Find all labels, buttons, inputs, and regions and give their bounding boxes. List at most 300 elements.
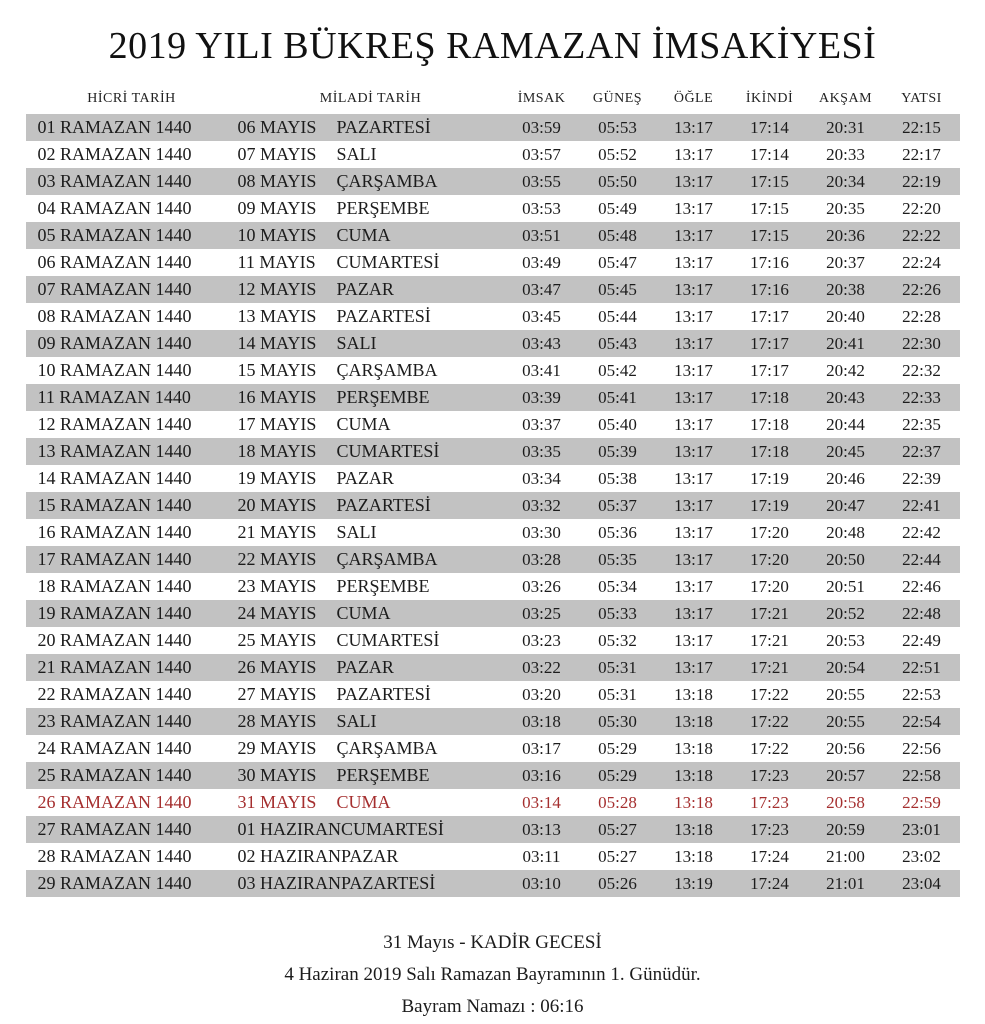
ogle-time: 13:18 — [674, 819, 713, 839]
hicri-date-cell: 26 RAMAZAN 1440 — [37, 792, 192, 812]
imsak-time: 03:20 — [522, 684, 561, 704]
miladi-date-cell — [238, 576, 504, 597]
gregorian-date: 24 MAYIS — [237, 603, 317, 623]
miladi-date-cell — [238, 819, 504, 840]
column-header-ikindi: İKİNDİ — [745, 91, 794, 106]
ikindi-time: 17:23 — [750, 819, 789, 839]
aksam-time: 20:47 — [826, 495, 865, 515]
ogle-time: 13:18 — [674, 792, 713, 812]
gregorian-date: 28 MAYIS — [237, 711, 317, 731]
imsak-time: 03:14 — [522, 792, 561, 812]
ikindi-time: 17:24 — [750, 846, 789, 866]
yatsi-time: 22:58 — [902, 765, 941, 785]
table-row — [26, 816, 960, 843]
miladi-date-cell — [238, 522, 504, 543]
ogle-time: 13:17 — [674, 225, 713, 245]
ikindi-time: 17:21 — [750, 630, 789, 650]
gregorian-date: 12 MAYIS — [237, 279, 317, 299]
aksam-time: 20:44 — [826, 414, 865, 434]
miladi-date-cell — [238, 711, 504, 732]
yatsi-time: 22:49 — [902, 630, 941, 650]
ogle-time: 13:18 — [674, 711, 713, 731]
yatsi-time: 22:53 — [902, 684, 941, 704]
miladi-date-cell — [238, 738, 504, 759]
ogle-time: 13:17 — [674, 549, 713, 569]
ogle-time: 13:17 — [674, 333, 713, 353]
yatsi-time: 22:30 — [902, 333, 941, 353]
gunes-time: 05:33 — [598, 603, 637, 623]
ikindi-time: 17:22 — [750, 684, 789, 704]
imsak-time: 03:28 — [522, 549, 561, 569]
yatsi-time: 22:41 — [902, 495, 941, 515]
hicri-date-cell: 02 RAMAZAN 1440 — [37, 144, 192, 164]
table-row — [26, 141, 960, 168]
gregorian-date: 25 MAYIS — [237, 630, 317, 650]
gregorian-date: 14 MAYIS — [237, 333, 317, 353]
gunes-time: 05:27 — [598, 819, 637, 839]
hicri-date-cell: 22 RAMAZAN 1440 — [37, 684, 192, 704]
yatsi-time: 22:56 — [902, 738, 941, 758]
ogle-time: 13:17 — [674, 360, 713, 380]
table-row — [26, 438, 960, 465]
aksam-time: 20:50 — [826, 549, 865, 569]
miladi-date-cell — [238, 117, 504, 138]
ikindi-time: 17:18 — [750, 414, 789, 434]
table-body — [26, 114, 960, 897]
miladi-date-cell — [238, 684, 504, 705]
ikindi-time: 17:15 — [750, 171, 789, 191]
weekday-name: PERŞEMBE — [336, 576, 430, 596]
aksam-time: 20:46 — [826, 468, 865, 488]
gregorian-date: 31 MAYIS — [237, 792, 317, 812]
imsak-time: 03:55 — [522, 171, 561, 191]
aksam-time: 20:52 — [826, 603, 865, 623]
table-row — [26, 735, 960, 762]
weekday-name: SALI — [336, 711, 377, 731]
weekday-name: PAZAR — [341, 846, 399, 866]
yatsi-time: 22:39 — [902, 468, 941, 488]
gunes-time: 05:47 — [598, 252, 637, 272]
miladi-date-cell — [238, 873, 504, 894]
gunes-time: 05:41 — [598, 387, 637, 407]
weekday-name: SALI — [336, 333, 377, 353]
gregorian-date: 26 MAYIS — [237, 657, 317, 677]
imsak-time: 03:10 — [522, 873, 561, 893]
ikindi-time: 17:20 — [750, 522, 789, 542]
gregorian-date: 19 MAYIS — [237, 468, 317, 488]
hicri-date-cell: 13 RAMAZAN 1440 — [37, 441, 192, 461]
gunes-time: 05:40 — [598, 414, 637, 434]
imsak-time: 03:41 — [522, 360, 561, 380]
aksam-time: 20:45 — [826, 441, 865, 461]
ikindi-time: 17:19 — [750, 468, 789, 488]
weekday-name: ÇARŞAMBA — [336, 549, 438, 569]
ikindi-time: 17:17 — [750, 360, 789, 380]
hicri-date-cell: 27 RAMAZAN 1440 — [37, 819, 192, 839]
ikindi-time: 17:17 — [750, 306, 789, 326]
aksam-time: 20:59 — [826, 819, 865, 839]
table-row — [26, 600, 960, 627]
ogle-time: 13:17 — [674, 117, 713, 137]
column-header-gunes: GÜNEŞ — [592, 91, 643, 106]
weekday-name: PAZAR — [336, 657, 394, 677]
aksam-time: 20:55 — [826, 684, 865, 704]
aksam-time: 20:31 — [826, 117, 865, 137]
weekday-name: PAZARTESİ — [336, 495, 431, 515]
gregorian-date: 09 MAYIS — [237, 198, 317, 218]
aksam-time: 20:56 — [826, 738, 865, 758]
imsak-time: 03:22 — [522, 657, 561, 677]
gunes-time: 05:49 — [598, 198, 637, 218]
column-header-yatsi: YATSI — [901, 91, 942, 106]
gunes-time: 05:42 — [598, 360, 637, 380]
yatsi-time: 22:54 — [902, 711, 941, 731]
imsak-time: 03:35 — [522, 441, 561, 461]
ogle-time: 13:17 — [674, 441, 713, 461]
miladi-date-cell — [238, 279, 504, 300]
yatsi-time: 23:04 — [902, 873, 941, 893]
gunes-time: 05:27 — [598, 846, 637, 866]
weekday-name: PERŞEMBE — [336, 387, 430, 407]
page-title: 2019 YILI BÜKREŞ RAMAZAN İMSAKİYESİ — [108, 25, 877, 67]
gunes-time: 05:35 — [598, 549, 637, 569]
table-row — [26, 492, 960, 519]
hicri-date-cell: 11 RAMAZAN 1440 — [37, 387, 191, 407]
yatsi-time: 22:37 — [902, 441, 941, 461]
imsak-time: 03:53 — [522, 198, 561, 218]
yatsi-time: 22:33 — [902, 387, 941, 407]
ogle-time: 13:17 — [674, 144, 713, 164]
imsak-time: 03:30 — [522, 522, 561, 542]
table-row — [26, 303, 960, 330]
hicri-date-cell: 08 RAMAZAN 1440 — [37, 306, 192, 326]
weekday-name: CUMARTESİ — [336, 252, 440, 272]
gregorian-date: 29 MAYIS — [237, 738, 317, 758]
gregorian-date: 08 MAYIS — [237, 171, 317, 191]
yatsi-time: 22:17 — [902, 144, 941, 164]
hicri-date-cell: 01 RAMAZAN 1440 — [37, 117, 192, 137]
gregorian-date: 18 MAYIS — [237, 441, 317, 461]
weekday-name: PERŞEMBE — [336, 765, 430, 785]
gunes-time: 05:31 — [598, 657, 637, 677]
aksam-time: 21:00 — [826, 846, 865, 866]
column-header-miladi-tarih: MİLADİ TARİH — [319, 91, 422, 106]
aksam-time: 21:01 — [826, 873, 865, 893]
ogle-time: 13:17 — [674, 306, 713, 326]
imsak-time: 03:59 — [522, 117, 561, 137]
imsak-time: 03:32 — [522, 495, 561, 515]
gregorian-date: 10 MAYIS — [237, 225, 317, 245]
yatsi-time: 22:24 — [902, 252, 941, 272]
ikindi-time: 17:20 — [750, 549, 789, 569]
hicri-date-cell: 28 RAMAZAN 1440 — [37, 846, 192, 866]
weekday-name: CUMARTESİ — [341, 819, 444, 839]
aksam-time: 20:35 — [826, 198, 865, 218]
gregorian-date: 22 MAYIS — [237, 549, 317, 569]
gunes-time: 05:45 — [598, 279, 637, 299]
imsak-time: 03:37 — [522, 414, 561, 434]
yatsi-time: 22:26 — [902, 279, 941, 299]
table-row — [26, 573, 960, 600]
yatsi-time: 22:20 — [902, 198, 941, 218]
weekday-name: CUMA — [336, 792, 391, 812]
yatsi-time: 22:44 — [902, 549, 941, 569]
gunes-time: 05:39 — [598, 441, 637, 461]
gunes-time: 05:32 — [598, 630, 637, 650]
miladi-date-cell — [238, 333, 504, 354]
aksam-time: 20:48 — [826, 522, 865, 542]
gregorian-date: 16 MAYIS — [237, 387, 317, 407]
kadir-gecesi-note: 31 Mayıs - KADİR GECESİ — [383, 932, 602, 953]
hicri-date-cell: 03 RAMAZAN 1440 — [37, 171, 192, 191]
weekday-name: CUMARTESİ — [336, 441, 440, 461]
ikindi-time: 17:15 — [750, 198, 789, 218]
weekday-name: ÇARŞAMBA — [336, 360, 438, 380]
ogle-time: 13:18 — [674, 765, 713, 785]
gregorian-date: 17 MAYIS — [237, 414, 317, 434]
gunes-time: 05:38 — [598, 468, 637, 488]
ikindi-time: 17:15 — [750, 225, 789, 245]
weekday-name: CUMA — [336, 414, 391, 434]
weekday-name: PAZAR — [336, 279, 394, 299]
hicri-date-cell: 10 RAMAZAN 1440 — [37, 360, 192, 380]
hicri-date-cell: 14 RAMAZAN 1440 — [37, 468, 192, 488]
gregorian-date: 13 MAYIS — [237, 306, 317, 326]
ogle-time: 13:17 — [674, 630, 713, 650]
gregorian-date: 01 HAZIRAN — [237, 819, 341, 839]
gunes-time: 05:37 — [598, 495, 637, 515]
imsak-time: 03:26 — [522, 576, 561, 596]
table-row — [26, 411, 960, 438]
ikindi-time: 17:20 — [750, 576, 789, 596]
ogle-time: 13:19 — [674, 873, 713, 893]
yatsi-time: 22:32 — [902, 360, 941, 380]
aksam-time: 20:34 — [826, 171, 865, 191]
gunes-time: 05:43 — [598, 333, 637, 353]
bayram-namazi-time: Bayram Namazı : 06:16 — [401, 996, 584, 1017]
miladi-date-cell — [238, 360, 504, 381]
table-row — [26, 222, 960, 249]
ogle-time: 13:18 — [674, 684, 713, 704]
ikindi-time: 17:24 — [750, 873, 789, 893]
aksam-time: 20:53 — [826, 630, 865, 650]
ikindi-time: 17:18 — [750, 387, 789, 407]
table-row — [26, 357, 960, 384]
ikindi-time: 17:23 — [750, 765, 789, 785]
table-row — [26, 330, 960, 357]
hicri-date-cell: 20 RAMAZAN 1440 — [37, 630, 192, 650]
weekday-name: CUMA — [336, 225, 391, 245]
gunes-time: 05:48 — [598, 225, 637, 245]
ogle-time: 13:17 — [674, 603, 713, 623]
miladi-date-cell — [238, 225, 504, 246]
gregorian-date: 30 MAYIS — [237, 765, 317, 785]
yatsi-time: 22:22 — [902, 225, 941, 245]
ogle-time: 13:17 — [674, 387, 713, 407]
weekday-name: SALI — [336, 522, 377, 542]
miladi-date-cell — [238, 306, 504, 327]
aksam-time: 20:37 — [826, 252, 865, 272]
miladi-date-cell — [238, 441, 504, 462]
ogle-time: 13:17 — [674, 468, 713, 488]
yatsi-time: 22:48 — [902, 603, 941, 623]
prayer-times-table — [26, 86, 960, 897]
weekday-name: PAZAR — [336, 468, 394, 488]
gunes-time: 05:34 — [598, 576, 637, 596]
aksam-time: 20:36 — [826, 225, 865, 245]
ogle-time: 13:17 — [674, 495, 713, 515]
table-row — [26, 276, 960, 303]
ikindi-time: 17:17 — [750, 333, 789, 353]
gregorian-date: 02 HAZIRAN — [237, 846, 341, 866]
miladi-date-cell — [238, 468, 504, 489]
ikindi-time: 17:14 — [750, 117, 789, 137]
gregorian-date: 11 MAYIS — [237, 252, 316, 272]
aksam-time: 20:40 — [826, 306, 865, 326]
miladi-date-cell — [238, 603, 504, 624]
weekday-name: PAZARTESİ — [341, 873, 436, 893]
column-header-imsak: İMSAK — [517, 91, 566, 106]
table-row — [26, 249, 960, 276]
gunes-time: 05:50 — [598, 171, 637, 191]
table-row — [26, 681, 960, 708]
hicri-date-cell: 21 RAMAZAN 1440 — [37, 657, 192, 677]
gunes-time: 05:28 — [598, 792, 637, 812]
imsak-time: 03:17 — [522, 738, 561, 758]
yatsi-time: 22:46 — [902, 576, 941, 596]
imsak-time: 03:43 — [522, 333, 561, 353]
aksam-time: 20:51 — [826, 576, 865, 596]
weekday-name: CUMARTESİ — [336, 630, 440, 650]
ikindi-time: 17:14 — [750, 144, 789, 164]
ikindi-time: 17:16 — [750, 279, 789, 299]
gregorian-date: 23 MAYIS — [237, 576, 317, 596]
yatsi-time: 22:42 — [902, 522, 941, 542]
miladi-date-cell — [238, 630, 504, 651]
ikindi-time: 17:22 — [750, 738, 789, 758]
hicri-date-cell: 19 RAMAZAN 1440 — [37, 603, 192, 623]
gunes-time: 05:29 — [598, 738, 637, 758]
weekday-name: PAZARTESİ — [336, 306, 431, 326]
imsak-time: 03:34 — [522, 468, 561, 488]
gunes-time: 05:53 — [598, 117, 637, 137]
weekday-name: PERŞEMBE — [336, 198, 430, 218]
aksam-time: 20:33 — [826, 144, 865, 164]
table-row — [26, 708, 960, 735]
table-row — [26, 546, 960, 573]
table-row — [26, 762, 960, 789]
yatsi-time: 22:51 — [902, 657, 941, 677]
ogle-time: 13:17 — [674, 522, 713, 542]
ikindi-time: 17:23 — [750, 792, 789, 812]
yatsi-time: 22:35 — [902, 414, 941, 434]
table-row — [26, 195, 960, 222]
hicri-date-cell: 06 RAMAZAN 1440 — [37, 252, 192, 272]
hicri-date-cell: 15 RAMAZAN 1440 — [37, 495, 192, 515]
imsak-time: 03:16 — [522, 765, 561, 785]
yatsi-time: 23:02 — [902, 846, 941, 866]
table-row — [26, 465, 960, 492]
table-row — [26, 654, 960, 681]
aksam-time: 20:58 — [826, 792, 865, 812]
hicri-date-cell: 05 RAMAZAN 1440 — [37, 225, 192, 245]
weekday-name: PAZARTESİ — [336, 684, 431, 704]
hicri-date-cell: 23 RAMAZAN 1440 — [37, 711, 192, 731]
gunes-time: 05:30 — [598, 711, 637, 731]
hicri-date-cell: 09 RAMAZAN 1440 — [37, 333, 192, 353]
imsak-time: 03:11 — [522, 846, 561, 866]
imsak-time: 03:23 — [522, 630, 561, 650]
miladi-date-cell — [238, 198, 504, 219]
gregorian-date: 07 MAYIS — [237, 144, 317, 164]
ikindi-time: 17:21 — [750, 603, 789, 623]
miladi-date-cell — [238, 387, 504, 408]
yatsi-time: 22:59 — [902, 792, 941, 812]
hicri-date-cell: 17 RAMAZAN 1440 — [37, 549, 192, 569]
aksam-time: 20:41 — [826, 333, 865, 353]
aksam-time: 20:57 — [826, 765, 865, 785]
ogle-time: 13:18 — [674, 846, 713, 866]
ikindi-time: 17:19 — [750, 495, 789, 515]
table-row — [26, 870, 960, 897]
hicri-date-cell: 16 RAMAZAN 1440 — [37, 522, 192, 542]
imsak-time: 03:45 — [522, 306, 561, 326]
table-row — [26, 843, 960, 870]
gunes-time: 05:52 — [598, 144, 637, 164]
yatsi-time: 22:19 — [902, 171, 941, 191]
imsak-time: 03:13 — [522, 819, 561, 839]
gunes-time: 05:44 — [598, 306, 637, 326]
gunes-time: 05:26 — [598, 873, 637, 893]
column-header-aksam: AKŞAM — [818, 91, 873, 106]
aksam-time: 20:38 — [826, 279, 865, 299]
hicri-date-cell: 04 RAMAZAN 1440 — [37, 198, 192, 218]
hicri-date-cell: 24 RAMAZAN 1440 — [37, 738, 192, 758]
gunes-time: 05:29 — [598, 765, 637, 785]
miladi-date-cell — [238, 765, 504, 786]
table-row — [26, 627, 960, 654]
imsak-time: 03:51 — [522, 225, 561, 245]
gunes-time: 05:36 — [598, 522, 637, 542]
yatsi-time: 22:28 — [902, 306, 941, 326]
imsak-time: 03:49 — [522, 252, 561, 272]
bayram-date-note: 4 Haziran 2019 Salı Ramazan Bayramının 1. Günüdür. — [284, 964, 701, 985]
ikindi-time: 17:22 — [750, 711, 789, 731]
gregorian-date: 21 MAYIS — [237, 522, 317, 542]
miladi-date-cell — [238, 414, 504, 435]
hicri-date-cell: 18 RAMAZAN 1440 — [37, 576, 192, 596]
footer-notes — [0, 927, 985, 1023]
hicri-date-cell: 07 RAMAZAN 1440 — [37, 279, 192, 299]
imsak-time: 03:18 — [522, 711, 561, 731]
imsak-time: 03:57 — [522, 144, 561, 164]
miladi-date-cell — [238, 657, 504, 678]
ikindi-time: 17:18 — [750, 441, 789, 461]
yatsi-time: 22:15 — [902, 117, 941, 137]
table-row — [26, 384, 960, 411]
imsak-time: 03:39 — [522, 387, 561, 407]
ogle-time: 13:17 — [674, 576, 713, 596]
column-header-hicri-tarih: HİCRİ TARİH — [87, 91, 176, 106]
ogle-time: 13:17 — [674, 279, 713, 299]
aksam-time: 20:42 — [826, 360, 865, 380]
gregorian-date: 27 MAYIS — [237, 684, 317, 704]
ikindi-time: 17:21 — [750, 657, 789, 677]
ikindi-time: 17:16 — [750, 252, 789, 272]
ogle-time: 13:17 — [674, 171, 713, 191]
ogle-time: 13:17 — [674, 414, 713, 434]
gregorian-date: 06 MAYIS — [237, 117, 317, 137]
